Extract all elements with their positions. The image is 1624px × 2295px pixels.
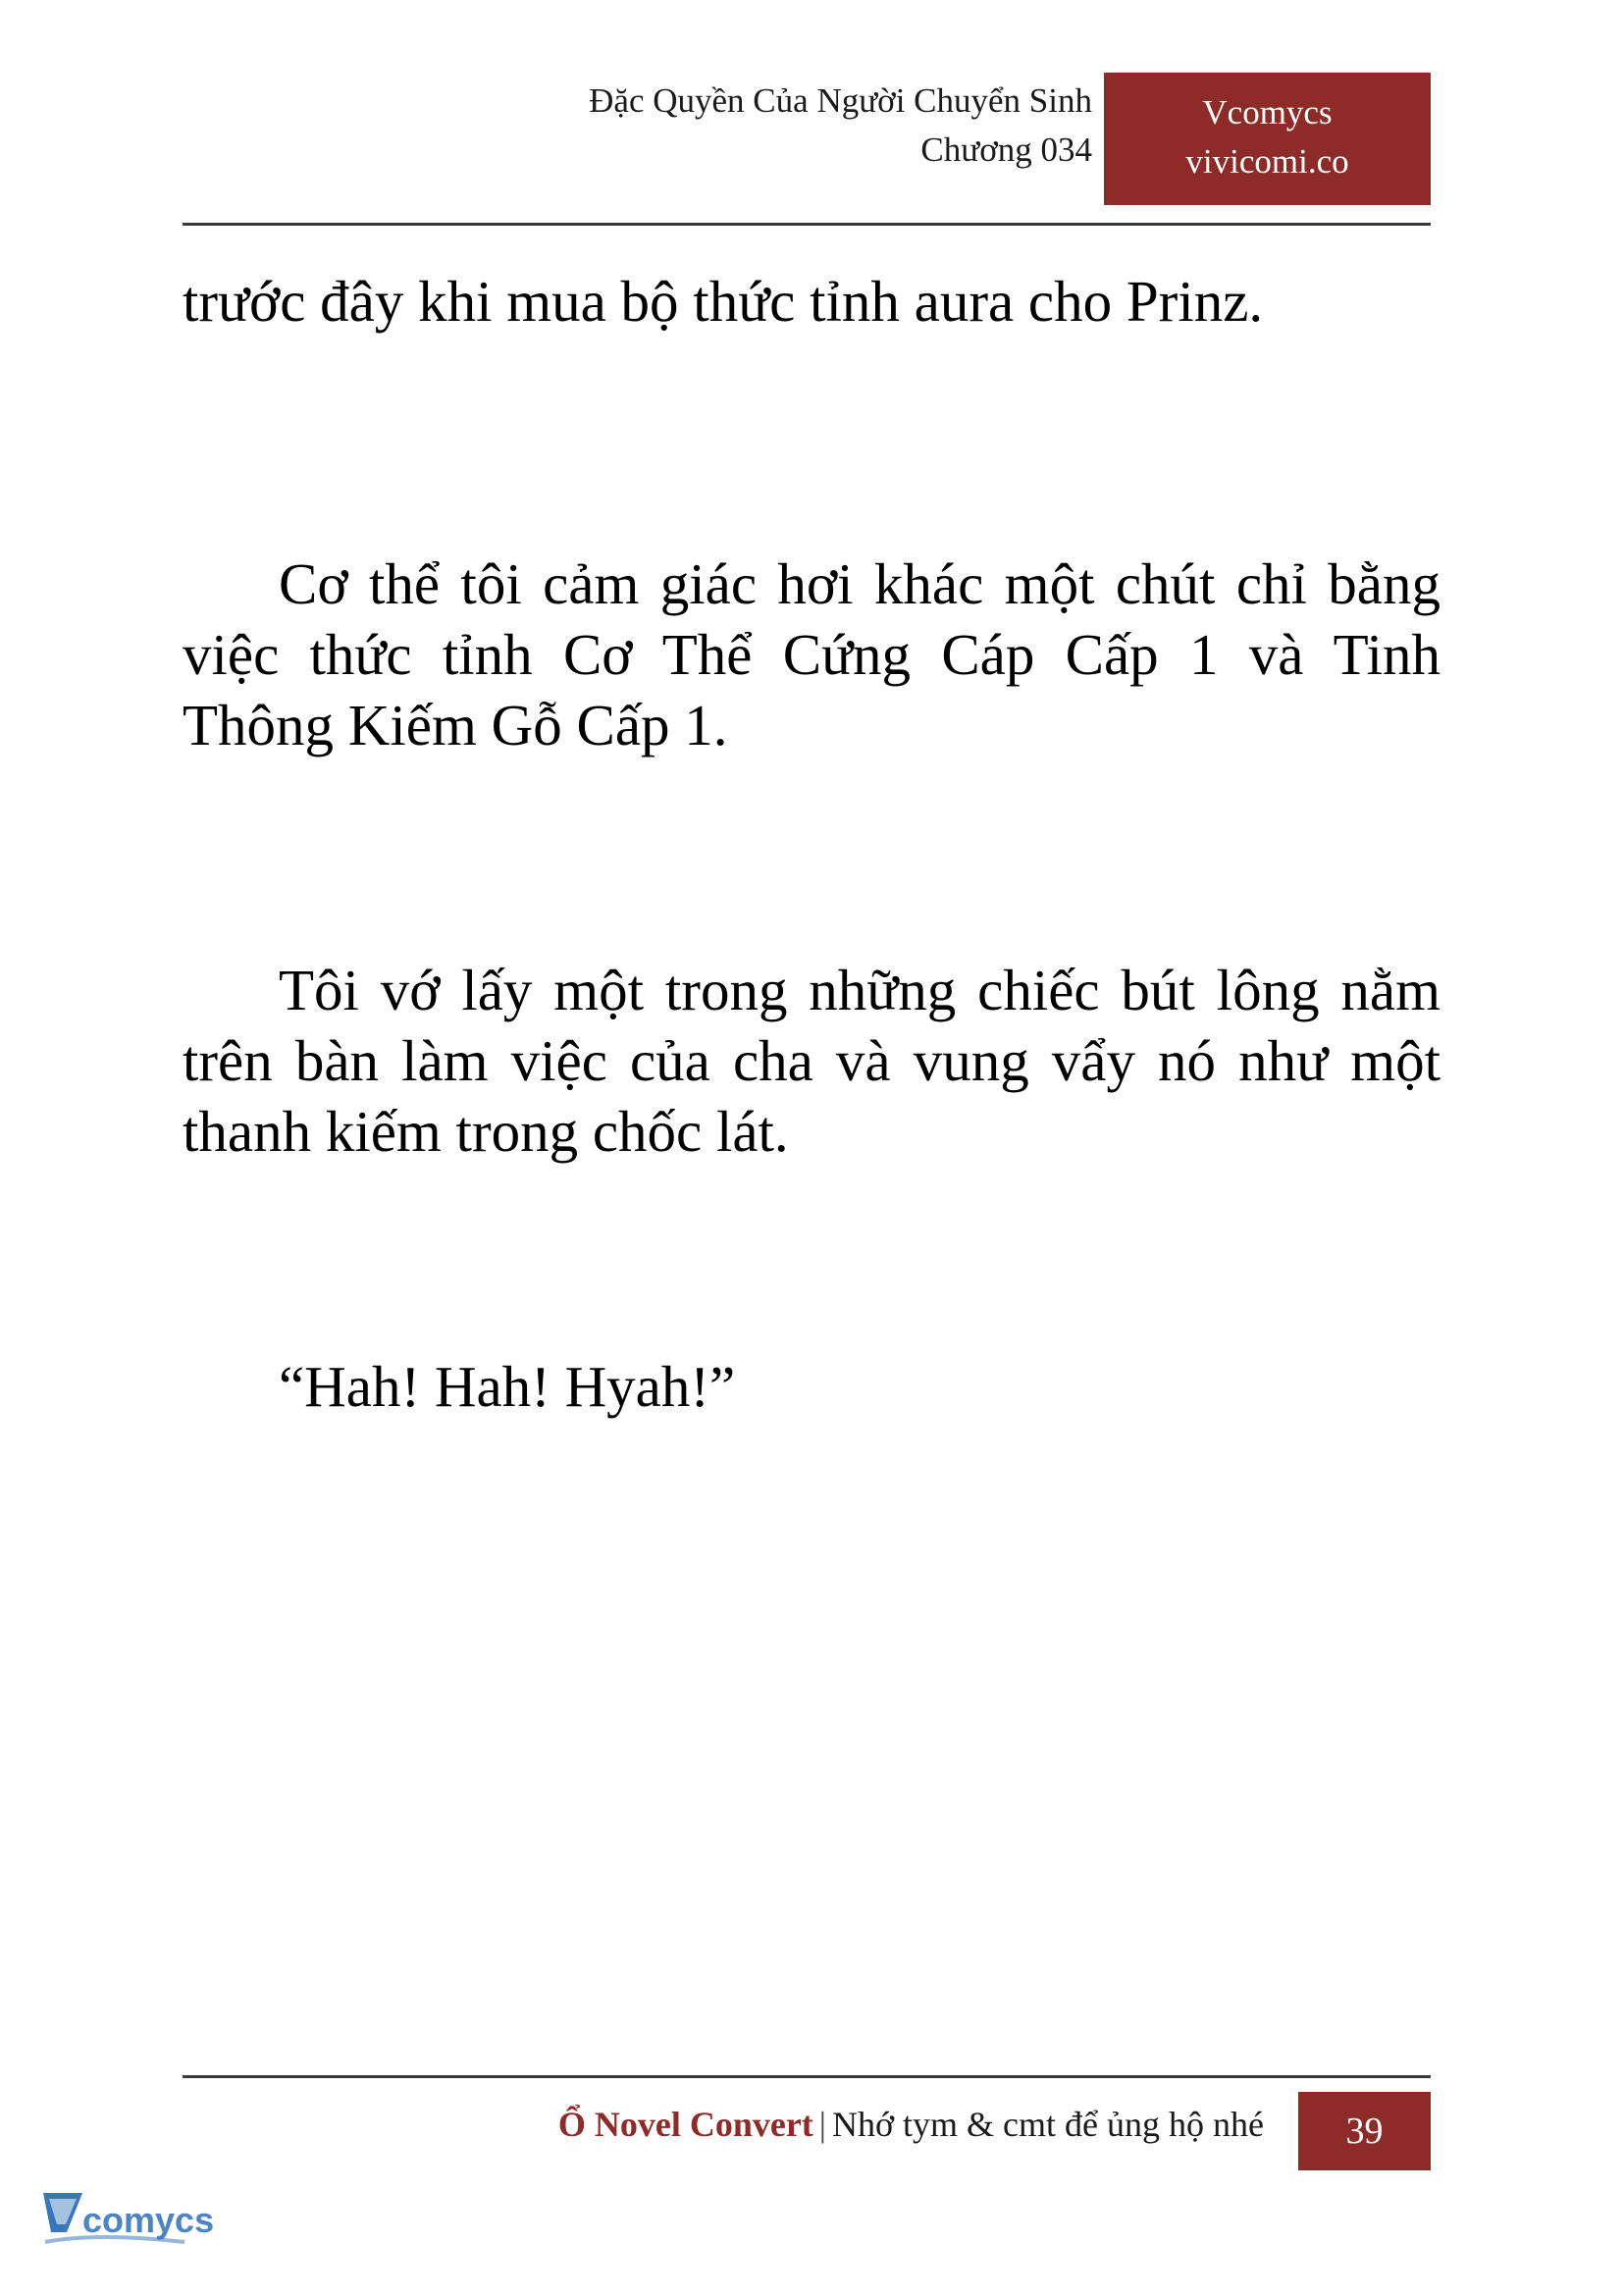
vcomycs-watermark-logo xyxy=(37,2181,253,2269)
paragraph-spacer xyxy=(183,1236,1441,1352)
novel-title: Đặc Quyền Của Người Chuyển Sinh xyxy=(589,81,1092,120)
footer-brand: Ổ Novel Convert xyxy=(557,2105,813,2144)
site-badge-url: vivicomi.co xyxy=(1185,141,1349,181)
paragraph: Cơ thể tôi cảm giác hơi khác một chút chỉ bằng việc thức tỉnh Cơ Thể Cứng Cáp Cấp 1 và Tinh Thông Kiếm Gỗ Cấp 1. xyxy=(183,550,1441,757)
site-badge-brand: Vcomycs xyxy=(1202,93,1333,131)
chapter-label: Chương 034 xyxy=(920,130,1092,169)
footer-credit xyxy=(558,2104,1264,2145)
page-content xyxy=(183,267,1441,1423)
paragraph-spacer xyxy=(183,830,1441,956)
footer-separator: | xyxy=(818,2105,827,2144)
page-header xyxy=(183,77,1431,226)
svg-text:comycs: comycs xyxy=(82,2200,215,2240)
paragraph: trước đây khi mua bộ thức tỉnh aura cho Prinz. xyxy=(183,269,1264,334)
header-title xyxy=(589,77,1092,174)
page-number: 39 xyxy=(1298,2092,1431,2170)
site-badge xyxy=(1104,73,1431,205)
paragraph: Tôi vớ lấy một trong những chiếc bút lông nằm trên bàn làm việc của cha và vung vẩy nó như một thanh kiếm trong chốc lát. xyxy=(183,957,1441,1164)
paragraph-dialogue: “Hah! Hah! Hyah!” xyxy=(279,1353,736,1419)
paragraph-spacer xyxy=(183,406,1441,549)
footer-inner xyxy=(183,2098,1431,2168)
footer-note: Nhớ tym & cmt để ủng hộ nhé xyxy=(832,2105,1264,2144)
page-footer xyxy=(183,2075,1431,2169)
